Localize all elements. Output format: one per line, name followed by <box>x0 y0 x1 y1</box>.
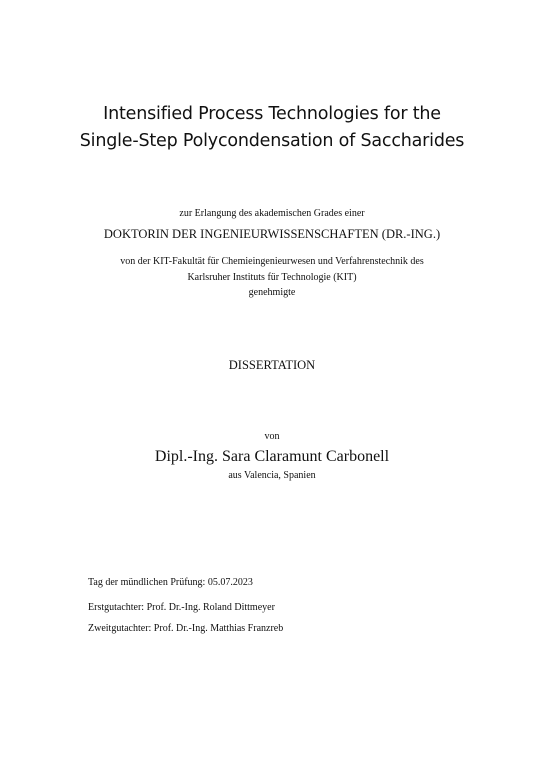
thesis-title-line-2: Single-Step Polycondensation of Saccharides <box>79 131 465 151</box>
degree-purpose-text: zur Erlangung des akademischen Grades einer <box>179 208 365 219</box>
author-name: Dipl.-Ing. Sara Claramunt Carbonell <box>154 448 390 465</box>
author-origin: aus Valencia, Spanien <box>228 470 316 481</box>
thesis-title-line-1: Intensified Process Technologies for the <box>103 104 441 124</box>
degree-title: DOKTORIN DER INGENIEURWISSENSCHAFTEN (DR.-ING.) <box>103 227 441 241</box>
document-type: DISSERTATION <box>228 358 316 372</box>
faculty-line-1: von der KIT-Fakultät für Chemieingenieurwesen und Verfahrenstechnik des <box>120 256 424 267</box>
by-label: von <box>264 431 280 442</box>
approved-text: genehmigte <box>248 287 296 298</box>
oral-exam-date: Tag der mündlichen Prüfung: 05.07.2023 <box>88 577 253 588</box>
second-reviewer: Zweitgutachter: Prof. Dr.-Ing. Matthias Franzreb <box>88 623 284 634</box>
first-reviewer: Erstgutachter: Prof. Dr.-Ing. Roland Dittmeyer <box>88 602 275 613</box>
faculty-line-2: Karlsruher Instituts für Technologie (KIT) <box>187 272 357 283</box>
